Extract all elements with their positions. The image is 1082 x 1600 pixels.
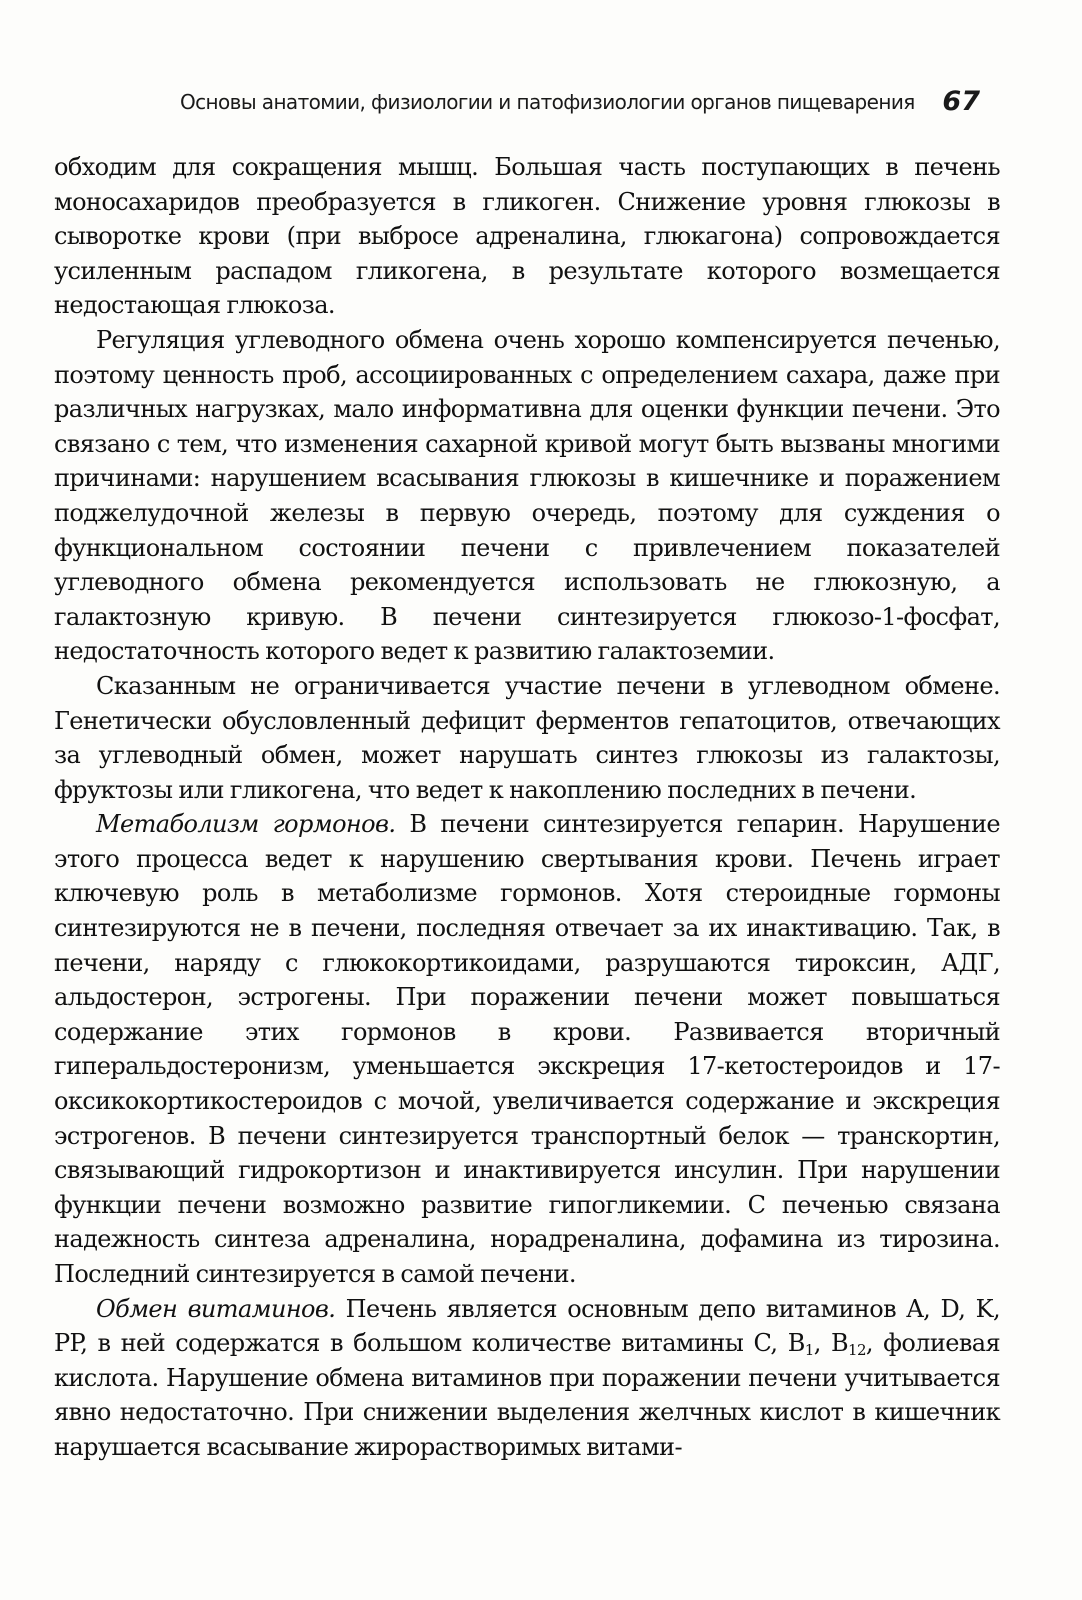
- paragraph-text: В печени синтезируется гепарин. Нарушение этого процесса ведет к нарушению свертывания крови. Печень играет ключевую роль в метаболизме гормонов. Хотя стероидные гормоны синтезируются не в печени, последняя отвечает за их инактивацию. Так, в печени, наряду с глюкокортикоидами, разрушаются тироксин, АДГ, альдостерон, эстрогены. При поражении печени может повышаться содержание этих гормонов в крови. Развивается вторичный гиперальдостеронизм, уменьшается экскреция 17-кетостероидов и 17-оксикокортикостероидов с мочой, увеличивается содержание и экскреция эстрогенов. В печени синтезируется транспортный белок — транскортин, связывающий гидрокортизон и инактивируется инсулин. При нарушении функции печени возможно развитие гипогликемии. С печенью связана надежность синтеза адреналина, норадреналина, дофамина из тирозина. Последний синтезируется в самой печени.: [54, 810, 1000, 1288]
- paragraph-text: обходим для сокращения мышц. Большая часть поступающих в печень моносахаридов преобразуется в гликоген. Снижение уровня глюкозы в сыворотке крови (при выбросе адреналина, глюкагона) сопровождается усиленным распадом гликогена, в результате которого возмещается недостающая глюкоза.: [54, 153, 1000, 320]
- paragraph-text: Сказанным не ограничивается участие печени в углеводном обмене. Генетически обусловленный дефицит ферментов гепатоцитов, отвечающих за углеводный обмен, может нарушать синтез глюкозы из галактозы, фруктозы или гликогена, что ведет к накоплению последних в печени.: [54, 671, 1000, 804]
- paragraph-text: , B: [813, 1329, 848, 1358]
- paragraph-text: , фолиевая кислота. Нарушение обмена витаминов при поражении печени учитывается явно недостаточно. При снижении выделения желчных кислот в кишечник нарушается всасывание жирорастворимых витами-: [54, 1329, 1000, 1461]
- subscript-b12: 12: [848, 1341, 866, 1360]
- paragraph-lead-heading: Метаболизм гормонов.: [96, 810, 396, 839]
- running-title: Основы анатомии, физиологии и патофизиологии органов пищеварения: [180, 90, 915, 114]
- body-text: [54, 150, 1000, 1465]
- paragraph-text: Печень является основным депо витаминов A, D, K, PP, в ней содержатся в большом количестве витамины C, B: [54, 1294, 1000, 1358]
- running-header: [180, 88, 1000, 118]
- paragraph-carbohydrate-genetic: [54, 669, 1000, 807]
- paragraph-hormone-metabolism: [54, 807, 1000, 1291]
- paragraph-carbohydrate-regulation: [54, 323, 1000, 669]
- subscript-b1: 1: [804, 1341, 814, 1360]
- paragraph-vitamin-metabolism: [54, 1292, 1000, 1465]
- paragraph-text: Регуляция углеводного обмена очень хорошо компенсируется печенью, поэтому ценность проб, ассоциированных с определением сахара, даже при различных нагрузках, мало информативна для оценки функции печени. Это связано с тем, что изменения сахарной кривой могут быть вызваны многими причинами: нарушением всасывания глюкозы в кишечнике и поражением поджелудочной железы в первую очередь, поэтому для суждения о функциональном состоянии печени с привлечением показателей углеводного обмена рекомендуется использовать не глюкозную, а галактозную кривую. В печени синтезируется глюкозо-1-фосфат, недостаточность которого ведет к развитию галактоземии.: [54, 325, 1000, 666]
- paragraph-lead-heading: Обмен витаминов.: [96, 1294, 336, 1323]
- page-number: 67: [942, 86, 980, 117]
- paragraph-carbohydrate-continuation: [54, 150, 1000, 323]
